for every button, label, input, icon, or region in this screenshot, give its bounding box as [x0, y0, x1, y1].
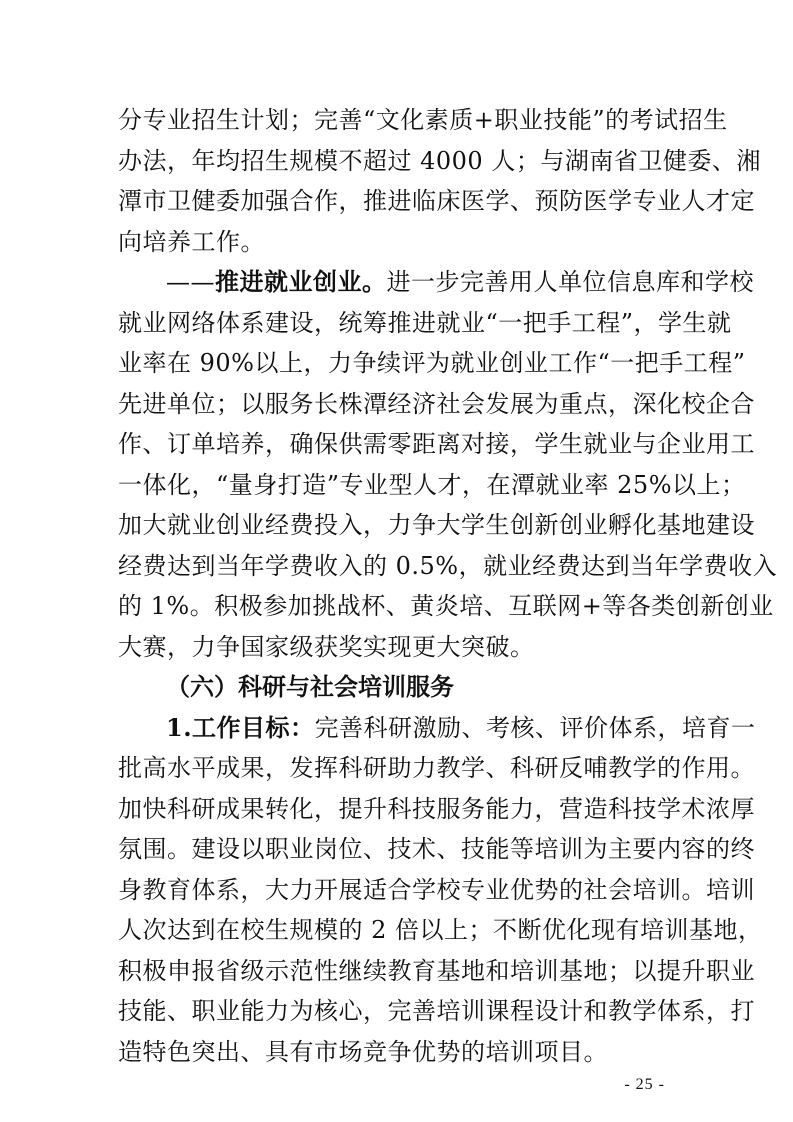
paragraph-3-bold-lead: 1.工作目标：: [166, 712, 315, 742]
paragraph-2-line-5: 作、订单培养，确保供需零距离对接，学生就业与企业用工: [118, 430, 755, 458]
paragraph-2-line-6: 一体化，“量身打造”专业型人才，在潭就业率 25%以上；: [118, 470, 746, 499]
paragraph-3-line-2: 批高水平成果，发挥科研助力教学、科研反哺教学的作用。: [118, 754, 755, 782]
paragraph-1-line-4: 向培养工作。: [118, 227, 265, 256]
paragraph-3-line-8: 技能、职业能力为核心，完善培训课程设计和教学体系，打: [118, 997, 755, 1025]
paragraph-3-line-1: [166, 708, 756, 748]
paragraph-1-line-1: 分专业招生计划；完善“文化素质+职业技能”的考试招生: [118, 106, 728, 134]
paragraph-2-line-9: 的 1%。积极参加挑战杯、黄炎培、互联网+等各类创新创业: [118, 592, 774, 620]
paragraph-3-first-rest: 完善科研激励、考核、评价体系，培育一: [314, 713, 756, 742]
paragraph-2-line-8: 经费达到当年学费收入的 0.5%，就业经费达到当年学费收入: [118, 551, 778, 580]
paragraph-2-line-7: 加大就业创业经费投入，力争大学生创新创业孵化基地建设: [118, 511, 755, 539]
paragraph-2-dash: ——: [166, 268, 215, 296]
paragraph-3-line-7: 积极申报省级示范性继续教育基地和培训基地；以提升职业: [118, 956, 755, 985]
paragraph-3-line-6: 人次达到在校生规模的 2 倍以上；不断优化现有培训基地，: [118, 916, 763, 944]
page-number: - 25 -: [624, 1075, 665, 1093]
paragraph-2-first-rest: 进一步完善用人单位信息库和学校: [386, 268, 754, 296]
paragraph-2-line-1: [166, 262, 754, 302]
paragraph-3-line-9: 造特色突出、具有市场竞争优势的培训项目。: [118, 1037, 608, 1066]
paragraph-2-line-4: 先进单位；以服务长株潭经济社会发展为重点，深化校企合: [118, 389, 755, 418]
paragraph-3-line-5: 身教育体系，大力开展适合学校专业优势的社会培训。培训: [118, 875, 755, 904]
paragraph-2-line-10: 大赛，力争国家级获奖实现更大突破。: [118, 632, 535, 661]
paragraph-2-bold-lead: 推进就业创业。: [215, 267, 387, 296]
paragraph-1-line-2: 办法，年均招生规模不超过 4000 人；与湖南省卫健委、湘: [118, 146, 761, 175]
paragraph-3-line-4: 氛围。建设以职业岗位、技术、技能等培训为主要内容的终: [118, 835, 755, 863]
paragraph-2-line-3: 业率在 90%以上，力争续评为就业创业工作“一把手工程”: [118, 349, 746, 377]
section-heading: （六）科研与社会培训服务: [166, 672, 454, 701]
paragraph-3-line-3: 加快科研成果转化，提升科技服务能力，营造科技学术浓厚: [118, 794, 755, 823]
paragraph-1-line-3: 潭市卫健委加强合作，推进临床医学、预防医学专业人才定: [118, 187, 755, 215]
paragraph-2-line-2: 就业网络体系建设，统筹推进就业“一把手工程”，学生就: [118, 308, 732, 337]
